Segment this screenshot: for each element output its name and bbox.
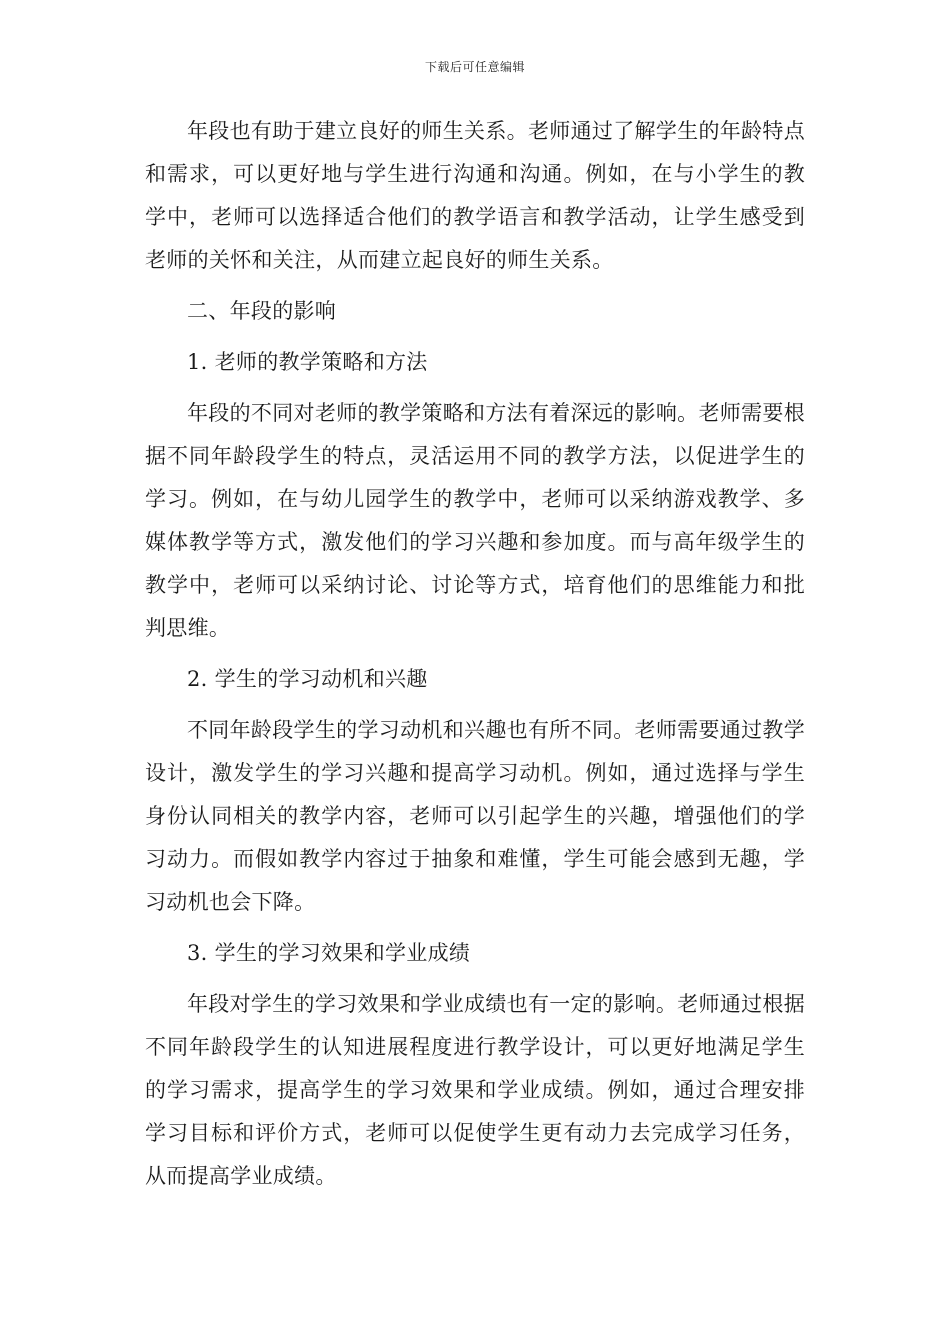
paragraph-teaching-strategies: 年段的不同对老师的教学策略和方法有着深远的影响。老师需要根据不同年龄段学生的特点，灵活运用不同的教学方法，以促进学生的学习。例如，在与幼儿园学生的教学中，老师可以采纳游戏教学、多媒体教学等方式，激发他们的学习兴趣和参加度。而与高年级学生的教学中，老师可以采纳讨论、讨论等方式，培育他们的思维能力和批判思维。 — [145, 401, 805, 640]
document-body — [145, 110, 805, 1198]
subheading-teaching-strategies: 1. 老师的教学策略和方法 — [187, 350, 428, 374]
paragraph-learning-motivation: 不同年龄段学生的学习动机和兴趣也有所不同。老师需要通过教学设计，激发学生的学习兴趣和提高学习动机。例如，通过选择与学生身份认同相关的教学内容，老师可以引起学生的兴趣，增强他们的学习动力。而假如教学内容过于抽象和难懂，学生可能会感到无趣，学习动机也会下降。 — [145, 718, 805, 914]
paragraph-learning-outcomes: 年段对学生的学习效果和学业成绩也有一定的影响。老师通过根据不同年龄段学生的认知进展程度进行教学设计，可以更好地满足学生的学习需求，提高学生的学习效果和学业成绩。例如，通过合理安排学习目标和评价方式，老师可以促使学生更有动力去完成学习任务，从而提高学业成绩。 — [145, 992, 805, 1188]
page-header: 下载后可任意编辑 — [424, 60, 525, 74]
subheading-learning-motivation: 2. 学生的学习动机和兴趣 — [187, 667, 428, 691]
subheading-learning-outcomes: 3. 学生的学习效果和学业成绩 — [187, 941, 471, 965]
section-heading-grade-impact: 二、年段的影响 — [187, 299, 337, 323]
paragraph-teacher-student-relationship: 年段也有助于建立良好的师生关系。老师通过了解学生的年龄特点和需求，可以更好地与学生进行沟通和沟通。例如，在与小学生的教学中，老师可以选择适合他们的教学语言和教学活动，让学生感受到老师的关怀和关注，从而建立起良好的师生关系。 — [145, 119, 805, 272]
